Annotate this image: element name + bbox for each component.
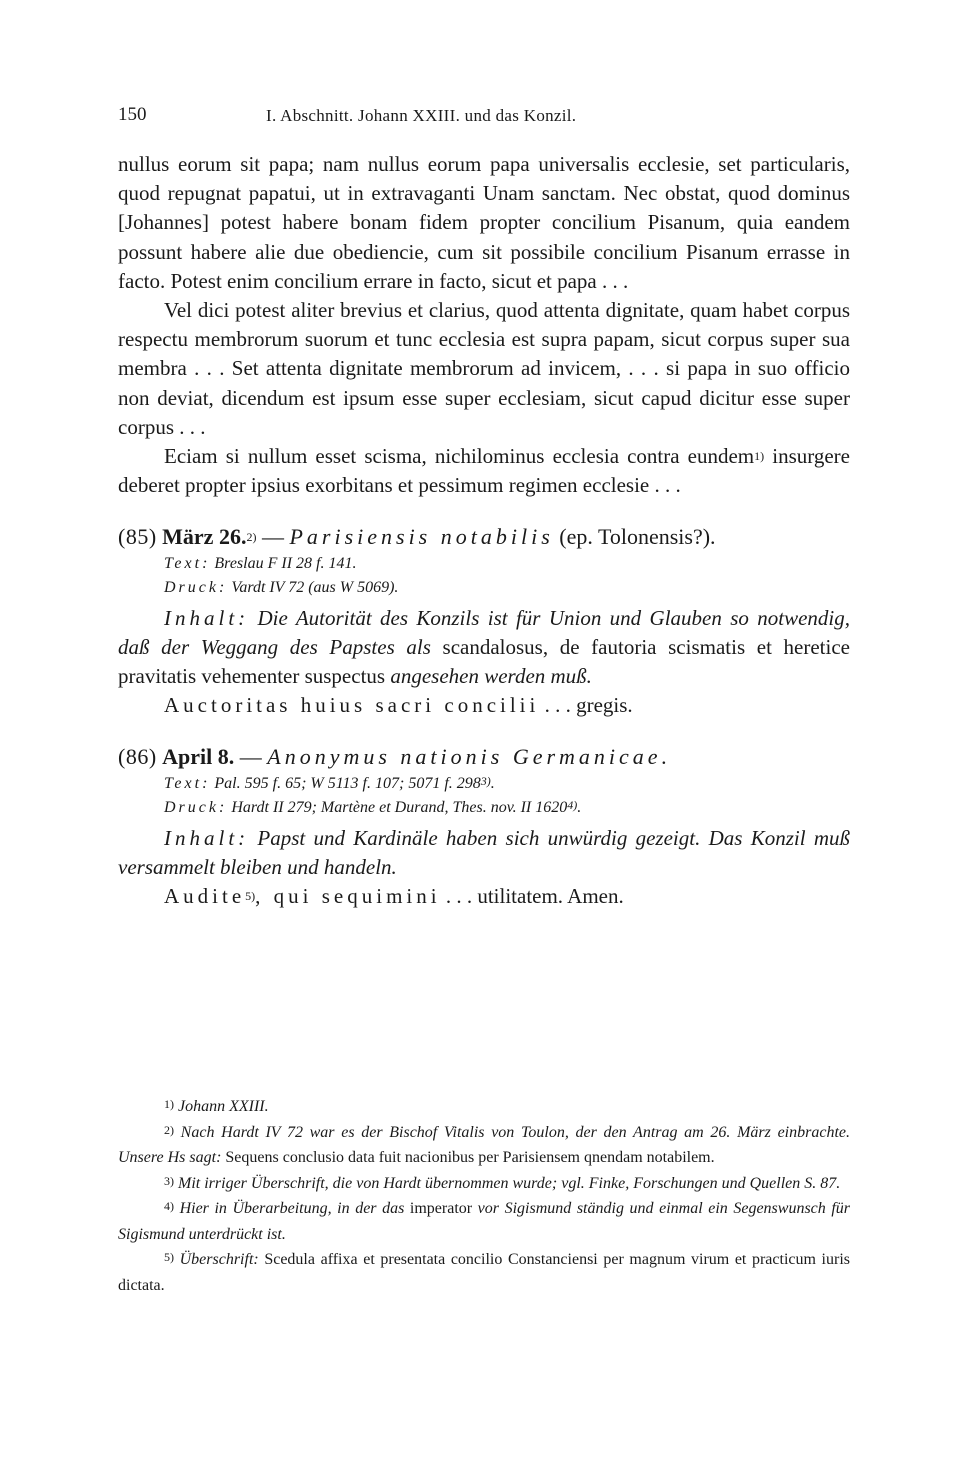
footnote-italic: Johann XXIII.	[174, 1098, 269, 1115]
entry-date: März 26.	[162, 524, 247, 550]
text-value: Pal. 595 f. 65; W 5113 f. 107; 5071 f. 298	[210, 774, 481, 792]
summary-italic: Papst und Kardinäle haben sich unwürdig gezeigt. Das Konzil muß versammelt bleiben und handeln.	[118, 825, 850, 879]
druck-label: Druck:	[164, 578, 228, 596]
footnote	[118, 1196, 850, 1247]
entry-summary	[118, 824, 850, 882]
entry-print-source	[118, 576, 850, 600]
entry-print-source	[118, 796, 850, 820]
running-title: I. Abschnitt. Johann XXIII. und das Konzil.	[266, 106, 577, 125]
incipit-end: . . . utilitatem. Amen.	[440, 884, 624, 909]
entry-heading	[118, 742, 850, 771]
druck-label: Druck:	[164, 798, 228, 816]
entry-text-source	[118, 552, 850, 576]
paragraph-text: insurgere deberet propter ipsius exorbitans et pessimum regimen ecclesie . . .	[118, 444, 850, 498]
entry-incipit	[118, 691, 850, 720]
footnote-ref: 1)	[754, 449, 765, 464]
footnote-italic: Nach Hardt IV 72 war es der Bischof Vitalis von Toulon, der den Antrag am 26. März einbrachte. Unsere Hs sagt:	[118, 1123, 850, 1166]
summary-italic: angesehen werden muß.	[385, 664, 592, 689]
entry-summary	[118, 604, 850, 692]
entry-number: (85)	[118, 524, 157, 550]
text-label: Text:	[164, 554, 211, 572]
incipit-end: . . . gregis.	[539, 693, 633, 718]
entry-author: Anonymus nationis Germanicae.	[267, 744, 672, 770]
footnote	[118, 1120, 850, 1171]
document-page	[118, 0, 850, 1482]
footnote-mark: 5)	[164, 1250, 174, 1264]
footnote-roman: Sequens conclusio data fuit nacionibus per Parisiensem qnendam notabilem.	[221, 1149, 715, 1166]
summary-roman: scandalosus, de fautoria scismatis et heretice pravitatis vehementer suspectus	[118, 634, 850, 689]
footnote	[118, 1171, 850, 1197]
entry-dash: —	[234, 744, 268, 770]
druck-value: Vardt IV 72 (aus W 5069).	[227, 578, 399, 596]
running-header	[118, 104, 850, 132]
entry-number: (86)	[118, 744, 157, 770]
entry-heading	[118, 522, 850, 551]
footnote	[118, 1247, 850, 1298]
entry-text-source	[118, 772, 850, 796]
inhalt-label: Inhalt:	[164, 605, 250, 630]
druck-end: .	[577, 798, 582, 816]
entry-date: April 8.	[162, 744, 235, 770]
text-label: Text:	[164, 774, 211, 792]
footnote-ref: 5)	[245, 889, 256, 904]
footnote-mark: 4)	[164, 1199, 174, 1213]
footnote-italic: vor Sigismund ständig und einmal ein Segenswunsch für Sigismund unterdrückt ist.	[118, 1200, 851, 1243]
paragraph-text: Eciam si nullum esset scisma, nichilominus ecclesia contra eundem	[164, 444, 755, 469]
entry-86	[118, 742, 850, 911]
footnote-ref: 4)	[567, 797, 578, 812]
footnote-mark: 2)	[164, 1122, 174, 1137]
footnote-roman: Scedula affixa et presentata concilio Constanciensi per magnum virum et practicum iuris dictata.	[118, 1251, 850, 1294]
footnote-mark: 1)	[164, 1097, 174, 1111]
incipit-spaced: Auctoritas huius sacri concilii	[164, 693, 540, 718]
inhalt-label: Inhalt:	[164, 825, 250, 850]
page-number: 150	[118, 104, 147, 125]
incipit-spaced: Audite	[164, 884, 246, 909]
paragraph	[118, 442, 850, 500]
text-end: .	[490, 774, 495, 792]
entry-incipit	[118, 882, 850, 911]
druck-value: Hardt II 279; Martène et Durand, Thes. nov. II 1620	[227, 798, 568, 816]
summary-italic: Die Autorität des Konzils ist für Union und Glauben so notwendig, daß der Weggang des Papstes als	[118, 605, 850, 659]
entry-85	[118, 522, 850, 720]
footnote-italic: Überschrift:	[174, 1251, 259, 1268]
text-value: Breslau F II 28 f. 141.	[210, 554, 357, 572]
footnote-italic: Hier in Überarbeitung, in der das	[174, 1200, 405, 1217]
main-text	[118, 150, 850, 911]
incipit-spaced: , qui sequimini	[255, 884, 441, 909]
paragraph: Vel dici potest aliter brevius et clarius, quod attenta dignitate, quam habet corpus respectu membrorum suorum et tunc ecclesia est supra papam, sicut corpus super sua membra . . . Set attenta dignitate membrorum ad invicem, . . . si papa in suo officio non deviat, dicendum est ipsum esse super ecclesiam, sicut capud dicitur esse super corpus . . .	[118, 298, 850, 439]
footnote-ref: 3)	[480, 773, 491, 788]
footnote	[118, 1094, 850, 1120]
entry-dash: —	[256, 524, 290, 550]
footnote-mark: 3)	[164, 1173, 174, 1188]
entry-author-note: (ep. Tolonensis?).	[553, 524, 716, 550]
footnotes	[118, 1094, 850, 1298]
footnote-ref: 2)	[246, 530, 257, 545]
footnote-roman: imperator	[404, 1200, 473, 1217]
footnote-italic: Mit irriger Überschrift, die von Hardt übernommen wurde; vgl. Finke, Forschungen und Quellen S. 87.	[174, 1174, 841, 1192]
entry-author: Parisiensis notabilis	[289, 524, 554, 550]
paragraph: nullus eorum sit papa; nam nullus eorum papa universalis ecclesie, set particularis, quod repugnat papatui, ut in extravaganti Unam sanctam. Nec obstat, quod dominus [Johannes] potest habere bonam fidem propter concilium Pisanum, quia eandem possunt habere alie due obediencie, cum sit possibile concilium Pisanum errasse in facto. Potest enim concilium errare in facto, sicut et papa . . .	[118, 152, 850, 293]
